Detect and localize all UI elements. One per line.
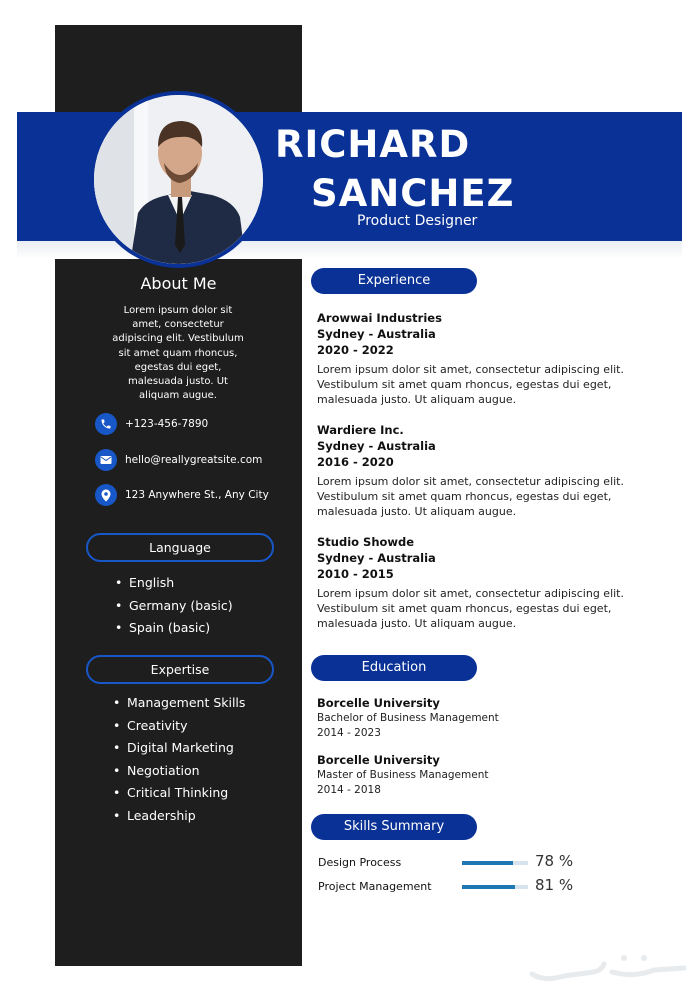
language-item: • Germany (basic) [115,595,233,618]
experience-entry [317,534,637,631]
expertise-item: • Leadership [113,805,245,828]
skill-percent: 81 % [535,876,574,894]
last-name: SANCHEZ [311,172,515,215]
study-years: 2014 - 2023 [317,726,381,739]
school-name: Borcelle University [317,753,440,767]
school-name: Borcelle University [317,696,440,710]
employment-years: 2016 - 2020 [317,455,394,469]
degree-name: Master of Business Management [317,769,489,781]
education-entry [317,753,617,797]
education-heading: Education [311,655,477,681]
skill-name: Design Process [318,856,402,869]
company-location: Sydney - Australia [317,439,436,453]
company-location: Sydney - Australia [317,551,436,565]
skill-row [318,853,598,873]
experience-entry [317,310,637,407]
job-description: Lorem ipsum dolor sit amet, consectetur adipiscing elit. Vestibulum sit amet quam rhoncus, egestas dui eget, malesuada justo. Ut aliquam augue. [317,475,624,518]
language-item: • English [115,572,233,595]
company-location: Sydney - Australia [317,327,436,341]
expertise-item: • Management Skills [113,692,245,715]
location-pin-icon [95,484,117,506]
skill-row [318,877,598,897]
expertise-item: • Negotiation [113,760,245,783]
about-me-heading: About Me [140,274,217,293]
contact-phone [95,413,208,435]
employment-years: 2020 - 2022 [317,343,394,357]
employment-years: 2010 - 2015 [317,567,394,581]
skill-bar-track [462,861,528,865]
company-name: Wardiere Inc. [317,423,404,437]
job-description: Lorem ipsum dolor sit amet, consectetur adipiscing elit. Vestibulum sit amet quam rhoncus, egestas dui eget, malesuada justo. Ut aliquam augue. [317,363,624,406]
company-name: Arowwai Industries [317,311,442,325]
first-name: RICHARD [275,123,471,166]
study-years: 2014 - 2018 [317,783,381,796]
phone-number[interactable]: +123-456-7890 [125,418,209,430]
about-me-text: Lorem ipsum dolor sit amet, consectetur adipiscing elit. Vestibulum sit amet quam rhoncus, egestas dui eget, malesuada justo. Ut aliquam augue. [112,305,244,402]
email-address[interactable]: hello@reallygreatsite.com [125,454,263,466]
profile-photo [90,91,267,268]
address-text: 123 Anywhere St., Any City [125,489,269,501]
job-description: Lorem ipsum dolor sit amet, consectetur adipiscing elit. Vestibulum sit amet quam rhoncus, egestas dui eget, malesuada justo. Ut aliquam augue. [317,587,624,630]
skill-bar-fill [462,885,515,889]
experience-entry [317,422,637,519]
email-icon [95,449,117,471]
watermark-logo [524,948,694,984]
language-item: • Spain (basic) [115,617,233,640]
expertise-item: • Digital Marketing [113,737,245,760]
contact-address [95,484,269,506]
company-name: Studio Showde [317,535,415,549]
expertise-list [113,692,245,828]
phone-icon [95,413,117,435]
skills-heading: Skills Summary [311,814,477,840]
education-entry [317,696,617,740]
skill-name: Project Management [318,880,432,893]
language-heading: Language [86,533,274,562]
skill-bar-fill [462,861,513,865]
language-list [115,572,233,640]
experience-heading: Experience [311,268,477,294]
job-title: Product Designer [357,213,478,229]
contact-email [95,449,262,471]
skill-bar-track [462,885,528,889]
skill-percent: 78 % [535,852,574,870]
degree-name: Bachelor of Business Management [317,712,499,724]
expertise-item: • Creativity [113,715,245,738]
expertise-item: • Critical Thinking [113,782,245,805]
expertise-heading: Expertise [86,655,274,684]
